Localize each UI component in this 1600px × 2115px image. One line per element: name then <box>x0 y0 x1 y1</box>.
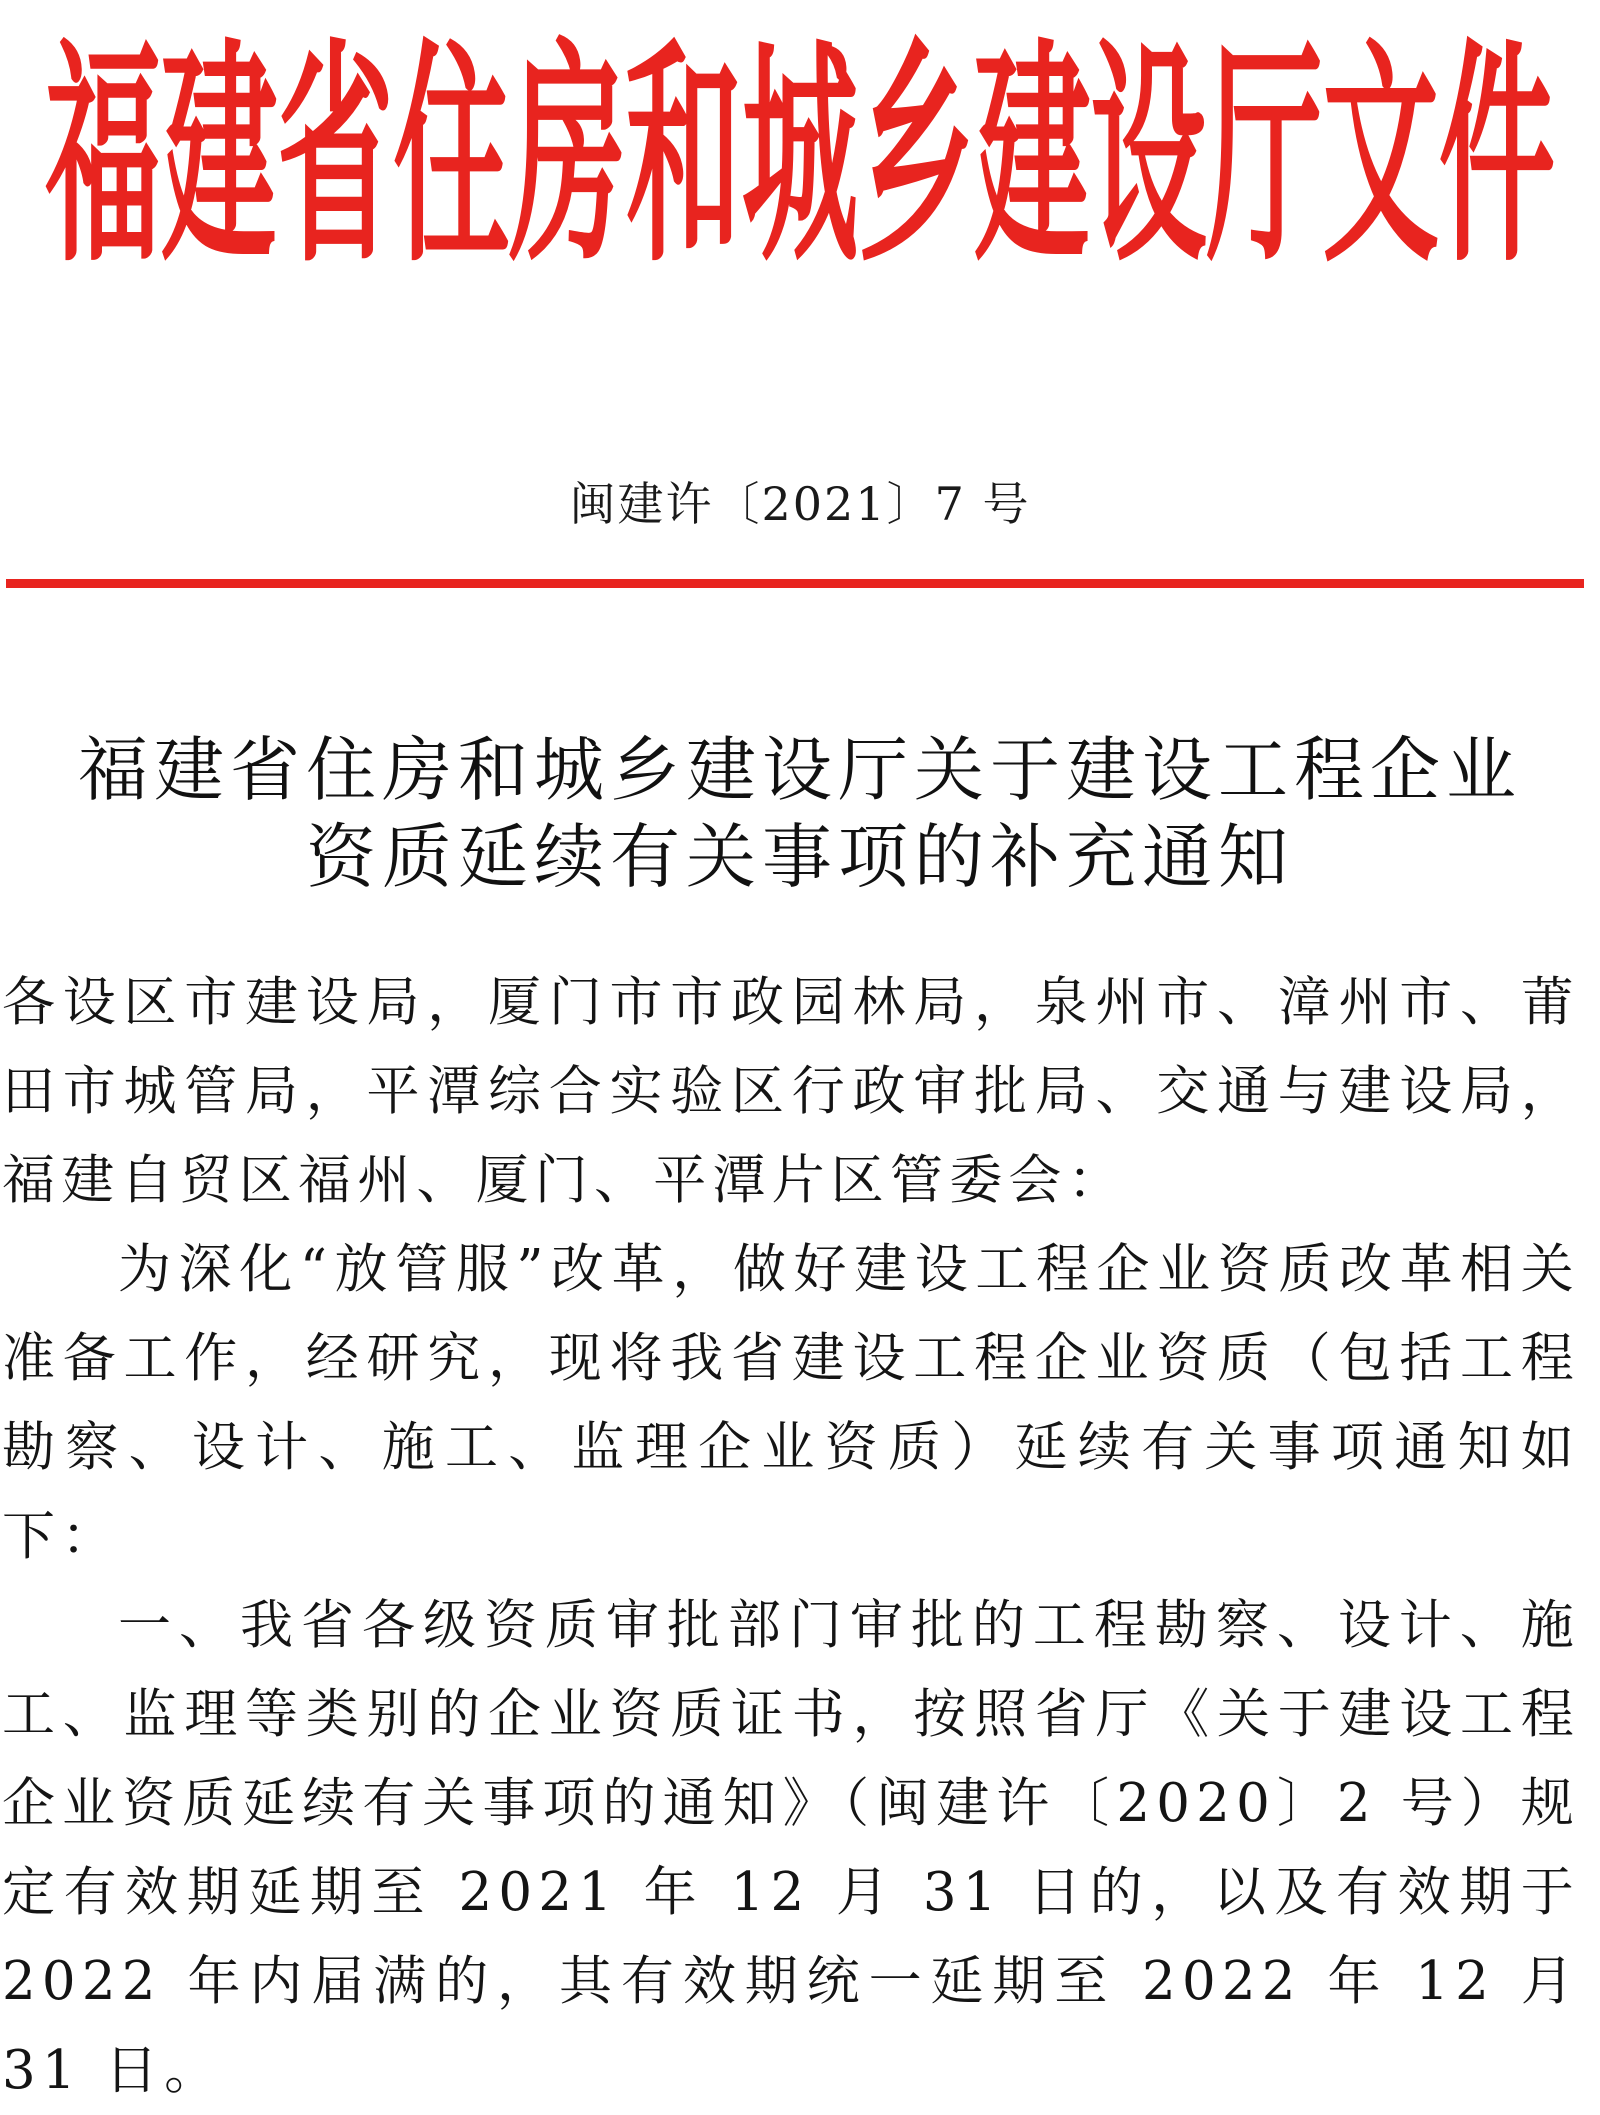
notice-title-line-2: 资质延续有关事项的补充通知 <box>306 815 1294 898</box>
letterhead-title: 福建省住房和城乡建设厅文件 <box>45 30 1555 280</box>
notice-body <box>2 958 1580 2115</box>
notice-title <box>0 727 1600 901</box>
red-divider-line <box>6 579 1584 588</box>
intro-paragraph: 为深化“放管服”改革，做好建设工程企业资质改革相关准备工作，经研究，现将我省建设工程企业资质（包括工程勘察、设计、施工、监理企业资质）延续有关事项通知如下： <box>2 1239 1580 1567</box>
item-one-paragraph: 一、我省各级资质审批部门审批的工程勘察、设计、施工、监理等类别的企业资质证书，按照省厅《关于建设工程企业资质延续有关事项的通知》（闽建许〔2020〕2 号）规定有效期延期至 2021 年 12 月 31 日的，以及有效期于 2022 年内届满的，其有效期统一延期至 2022 年 12 月 31 日。 <box>2 1595 1580 2101</box>
letterhead-svg <box>0 30 1600 280</box>
document-number: 闽建许〔2021〕7 号 <box>569 477 1031 531</box>
letterhead-banner <box>0 30 1600 280</box>
notice-title-line-1: 福建省住房和城乡建设厅关于建设工程企业 <box>78 728 1522 811</box>
salutation-paragraph: 各设区市建设局，厦门市市政园林局，泉州市、漳州市、莆田市城管局，平潭综合实验区行政审批局、交通与建设局，福建自贸区福州、厦门、平潭片区管委会： <box>2 972 1580 1211</box>
